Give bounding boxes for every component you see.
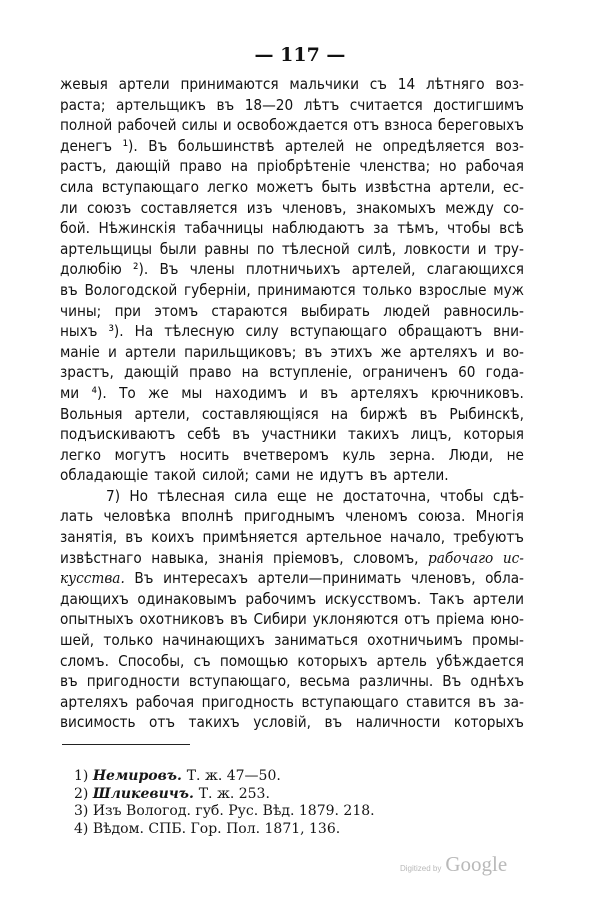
word: въ (478, 692, 496, 711)
word: мальчики (289, 75, 359, 93)
word: плотничьихъ (245, 260, 341, 279)
word: силы (181, 116, 218, 135)
text-line (60, 589, 524, 610)
word: шей, (60, 631, 95, 650)
word: ³). (108, 322, 124, 341)
word: дающихъ (60, 589, 129, 608)
word: тѣлесную (164, 322, 235, 341)
word: членовъ, (410, 569, 476, 588)
word: всѣ (499, 219, 524, 238)
word: артели, (134, 404, 190, 423)
word: которыя (463, 425, 524, 444)
text-line (60, 115, 524, 136)
word: словомъ, (353, 548, 419, 567)
text-line (60, 527, 524, 548)
word: висимость (60, 713, 136, 732)
text-line (60, 259, 524, 280)
word: обладающіе (60, 466, 149, 485)
text-line (60, 692, 524, 713)
word: участники (261, 425, 337, 444)
word: и (222, 116, 232, 135)
word: составляющіяся (201, 404, 319, 423)
word: между (445, 198, 494, 217)
word: года- (485, 363, 524, 382)
word: членомъ (345, 507, 408, 526)
text-line (60, 568, 524, 589)
text-line (60, 362, 524, 383)
word: пригоднымъ (243, 507, 335, 526)
word: артеляхъ (350, 383, 419, 402)
word: биржѣ (360, 404, 408, 423)
word: такихъ (188, 713, 240, 732)
word: которыхъ (297, 651, 368, 670)
word: и (107, 342, 117, 361)
word: растъ, (60, 157, 107, 176)
watermark-google-logo: Google (445, 852, 508, 876)
word: за- (503, 692, 524, 711)
word: составляется (140, 198, 238, 217)
word: пригодности (86, 672, 180, 691)
word: легко (60, 445, 101, 464)
text-line (60, 712, 524, 733)
word: не (506, 445, 524, 464)
text-line (60, 383, 524, 404)
footnote-author: Шликевичъ. (92, 785, 199, 802)
word: ис- (502, 548, 524, 567)
word: крючниковъ. (430, 383, 524, 402)
word: наличности (355, 713, 441, 732)
word: полной (60, 116, 113, 135)
word: рабочей (117, 116, 177, 135)
footnotes (74, 768, 375, 838)
word: однѣхъ (470, 672, 524, 691)
text-line (60, 239, 524, 260)
word: тѣлесной (281, 239, 350, 258)
word: ловкости (403, 239, 470, 258)
word: взрослые (418, 280, 487, 299)
word: сила (60, 177, 94, 196)
word: Нѣжинскія (98, 219, 176, 238)
word: ограниченъ (362, 363, 448, 382)
footnote (74, 821, 375, 839)
word: лицъ, (410, 425, 452, 444)
word: вполнѣ (181, 507, 234, 526)
word: ²). (133, 260, 149, 279)
word: съ (193, 651, 211, 670)
word: Рыбинскѣ, (449, 404, 524, 423)
word: ⁴). (91, 383, 107, 402)
word: большинствѣ (177, 136, 275, 155)
word: одинаковымъ (137, 589, 237, 608)
word: въ (216, 95, 235, 114)
word: Въ (148, 136, 168, 155)
word: рабочимъ (245, 589, 317, 608)
word: артельщикъ (116, 95, 206, 114)
word: Вологодской (84, 280, 178, 299)
word: долюбію (60, 260, 122, 279)
word: тѣмъ, (397, 219, 439, 238)
word: пріема (435, 610, 485, 629)
word: носить (179, 445, 230, 464)
word: зрастъ, (60, 363, 114, 382)
word: только (362, 280, 413, 299)
word: во- (502, 342, 524, 361)
word: маніе (60, 342, 100, 361)
text-line (60, 609, 524, 630)
word: знакомыхъ (355, 198, 436, 217)
footnote-citation: Вѣдом. СПБ. Гор. Пол. 1871, 136. (92, 820, 341, 837)
word: вчетверомъ (242, 445, 329, 464)
word: юно- (490, 610, 524, 629)
text-line (60, 404, 524, 425)
word: подъискиваютъ (60, 425, 176, 444)
word: ¹). (122, 136, 138, 155)
word: сами (255, 466, 291, 485)
text-line (60, 95, 524, 116)
word: начинающихъ (162, 631, 265, 650)
word: артели. (393, 466, 449, 485)
word: отъ (353, 116, 380, 135)
word: вступающаго (289, 322, 387, 341)
word: обращаютъ (397, 322, 483, 341)
word: чтобы (447, 219, 491, 238)
text-line (60, 301, 524, 322)
body-text (60, 74, 524, 733)
word: примѣняется (202, 528, 298, 547)
word: артеляхъ (60, 692, 129, 711)
text-line (60, 136, 524, 157)
footnote-number: 4) (74, 820, 93, 837)
word: право (179, 157, 222, 176)
word: и (299, 383, 308, 402)
word: парильщиковъ; (184, 342, 297, 361)
word: вступленіе, (269, 363, 353, 382)
word: Многія (475, 507, 524, 526)
word: убѣждается (436, 651, 524, 670)
word: артельщицы (60, 239, 153, 258)
word: артель (376, 651, 427, 670)
word: чины; (60, 301, 102, 320)
word: членства; (359, 157, 431, 176)
footnote-citation: Изъ Вологод. губ. Рус. Вѣд. 1879. 218. (92, 803, 375, 819)
word: артели, (439, 177, 495, 196)
word: союзъ (86, 198, 132, 217)
text-line (60, 198, 524, 219)
word: человѣка (103, 507, 171, 526)
word: опытныхъ (60, 610, 134, 629)
word: освобождается (236, 116, 349, 135)
word: охотниковъ (139, 610, 225, 629)
word: силѣ, (357, 239, 397, 258)
word: мы (181, 383, 203, 402)
word: Вольныя (60, 404, 123, 423)
word: ес- (503, 177, 524, 196)
word: Въ (159, 260, 179, 279)
word: извѣстнаго (60, 548, 142, 567)
word: чтобы (439, 486, 484, 505)
word: пріобрѣтеніе (256, 157, 351, 176)
word: То (119, 383, 136, 402)
word: не (316, 486, 334, 505)
footnote (74, 786, 375, 804)
word: Но (129, 486, 149, 505)
word: вни- (493, 322, 524, 341)
footnote (74, 803, 375, 821)
word: въ (60, 280, 78, 299)
word: артеляхъ (409, 342, 478, 361)
word: На (134, 322, 154, 341)
word: обла- (485, 569, 524, 588)
word: извѣстна (365, 177, 432, 196)
text-line (60, 465, 524, 486)
word: кусства. (60, 569, 125, 588)
word: равносиль- (443, 301, 524, 320)
word: наблюдаютъ (271, 219, 365, 238)
word: и (485, 342, 495, 361)
word: были (159, 239, 197, 258)
text-line (60, 651, 524, 672)
word: тру- (494, 239, 524, 258)
word: достигшимъ (433, 95, 524, 114)
word: пригодность (201, 692, 294, 711)
word: этихъ (330, 342, 373, 361)
text-line (60, 548, 524, 569)
footnote (74, 768, 375, 786)
word: Способы, (118, 651, 185, 670)
word: вступающаго (301, 692, 399, 711)
word: рабочаго (428, 548, 494, 567)
text-line (60, 506, 524, 527)
word: береговыхъ (437, 116, 524, 135)
text-line (60, 280, 524, 301)
word: но (439, 157, 457, 176)
text-line (60, 630, 524, 651)
word: артели (118, 75, 170, 93)
word: же (380, 342, 402, 361)
word: взноса (384, 116, 433, 135)
word: союза. (418, 507, 466, 526)
word: съ (369, 75, 387, 93)
word: сила (234, 486, 268, 505)
word: считается (349, 95, 423, 114)
text-line (60, 321, 524, 342)
word: равны (204, 239, 250, 258)
word: сдѣ- (492, 486, 524, 505)
word: на (241, 363, 259, 382)
word: находимъ (214, 383, 287, 402)
word: не (296, 466, 314, 485)
word: въ (60, 672, 78, 691)
page-number: — 117 — (254, 44, 346, 66)
text-line (60, 424, 524, 445)
word: знанія (217, 548, 264, 567)
word: жевыя (60, 75, 108, 93)
word: людей (383, 301, 431, 320)
word: помощью (219, 651, 289, 670)
word: слагающихся (426, 260, 524, 279)
word: въ (369, 466, 388, 485)
word: артелей, (351, 260, 416, 279)
word: опредѣляется (382, 136, 485, 155)
word: въ (232, 425, 250, 444)
word: артелей (284, 136, 345, 155)
word: изъ (246, 198, 273, 217)
word: принимаются (180, 75, 279, 93)
word: раста; (60, 95, 106, 114)
word: бой. (60, 219, 90, 238)
word: артели (124, 342, 176, 361)
word: выбирать (300, 301, 370, 320)
word: отъ (149, 713, 175, 732)
word: принимаются (257, 280, 356, 299)
digitized-by-google-watermark (400, 852, 507, 877)
word: заниматься (274, 631, 358, 650)
text-line (60, 156, 524, 177)
word: по (256, 239, 275, 258)
word: ли (60, 198, 78, 217)
watermark-small-text: Digitized by (400, 864, 442, 873)
word: воз- (495, 136, 524, 155)
word: вступающаго (101, 177, 199, 196)
word: табачницы (184, 219, 264, 238)
word: Сибири (253, 610, 307, 629)
word: члены (189, 260, 235, 279)
word: же (148, 383, 169, 402)
word: искусствомъ. (324, 589, 422, 608)
word: ныхъ (60, 322, 98, 341)
word: требуютъ (453, 528, 524, 547)
word: не (354, 136, 373, 155)
word: занятія, (60, 528, 118, 547)
text-line (60, 74, 524, 95)
word: денегъ (60, 136, 113, 155)
footnote-citation: Т. ж. 253. (198, 785, 270, 802)
footnote-number: 3) (74, 803, 93, 819)
word: интересахъ (163, 569, 248, 588)
word: Въ (134, 569, 154, 588)
word: лѣтняго (425, 75, 485, 93)
word: рабочая (135, 692, 195, 711)
word: въ (324, 713, 343, 732)
word: со- (503, 198, 524, 217)
word: рабочая (465, 157, 524, 176)
footnote-number: 2) (74, 785, 93, 802)
text-line (60, 486, 524, 507)
word: идутъ (319, 466, 364, 485)
text-line (60, 342, 524, 363)
word: тѣлесная (157, 486, 225, 505)
word: пріемовъ, (273, 548, 344, 567)
word: и (477, 239, 487, 258)
footnote-citation: Т. ж. 47—50. (186, 768, 281, 784)
word: которыхъ (453, 713, 524, 732)
word: дающій (115, 157, 171, 176)
word: стараются (211, 301, 288, 320)
word: навыка, (151, 548, 209, 567)
footnote-divider (62, 744, 190, 745)
word: воз- (495, 75, 524, 93)
word: на (230, 157, 249, 176)
word: Въ (442, 672, 462, 691)
word: только (103, 631, 154, 650)
word: 7) (106, 486, 121, 505)
word: на (330, 404, 349, 423)
word: достаточна, (342, 486, 431, 505)
word: Люди, (448, 445, 494, 464)
word: начало, (389, 528, 446, 547)
word: зерна. (389, 445, 436, 464)
word: силой; (202, 466, 250, 485)
word: сломъ. (60, 651, 109, 670)
word: въ (125, 528, 143, 547)
word: въ (419, 404, 438, 423)
word: 14 (397, 75, 416, 93)
text-line (60, 177, 524, 198)
word: силу (245, 322, 279, 341)
text-line (60, 671, 524, 692)
word: артели—принимать (257, 569, 402, 588)
word: промы- (471, 631, 524, 650)
word: могутъ (114, 445, 167, 464)
word: еще (277, 486, 307, 505)
word: губерніи, (183, 280, 251, 299)
word: куль (342, 445, 376, 464)
word: весьма (299, 672, 351, 691)
text-line (60, 445, 524, 466)
word: артельное (305, 528, 382, 547)
word: такихъ (348, 425, 400, 444)
word: уклоняются (312, 610, 399, 629)
word: лѣтъ (303, 95, 340, 114)
footnote-number: 1) (74, 768, 93, 784)
word: ставится (406, 692, 471, 711)
word: различны. (359, 672, 434, 691)
word: членовъ, (281, 198, 347, 217)
word: быть (321, 177, 357, 196)
word: лать (60, 507, 94, 526)
word: въ (320, 383, 339, 402)
word: артели (472, 589, 524, 608)
footnote-author: Немировъ. (92, 768, 187, 784)
word: коихъ (151, 528, 195, 547)
word: легко (207, 177, 249, 196)
text-line (60, 218, 524, 239)
word: 60 (458, 363, 476, 382)
word: ми (60, 383, 80, 402)
word: въ (230, 610, 248, 629)
word: себѣ (187, 425, 221, 444)
word: муж (493, 280, 524, 299)
word: Такъ (429, 589, 465, 608)
word: этомъ (154, 301, 199, 320)
word: охотничьимъ (367, 631, 463, 650)
word: право (189, 363, 232, 382)
word: вступающаго, (188, 672, 291, 691)
word: за (373, 219, 389, 238)
word: при (114, 301, 142, 320)
word: такой (154, 466, 197, 485)
word: условій, (253, 713, 311, 732)
word: въ (304, 342, 323, 361)
word: отъ (404, 610, 431, 629)
word: дающій (123, 363, 179, 382)
word: можетъ (256, 177, 314, 196)
word: 18—20 (244, 95, 294, 114)
